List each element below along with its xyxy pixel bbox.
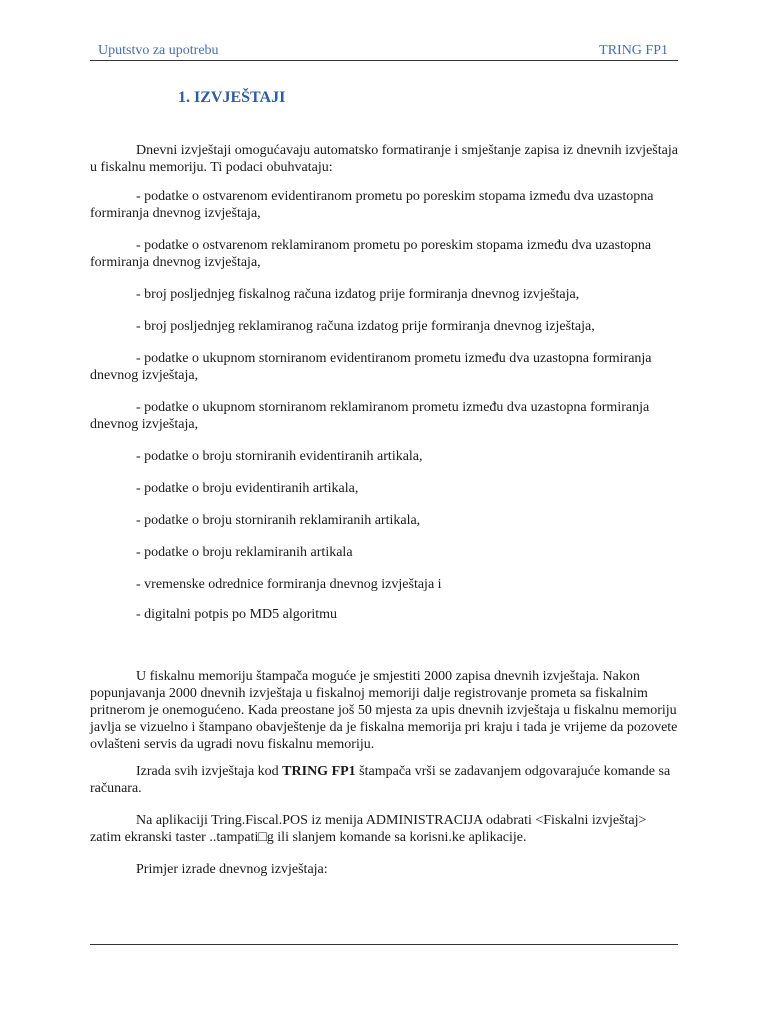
list-item: - digitalni potpis po MD5 algoritmu (136, 607, 338, 622)
list-item: - podatke o broju storniranih evidentiranih artikala, (136, 449, 423, 464)
list-item: - broj posljednjeg fiskalnog računa izdatog prije formiranja dnevnog izvještaja, (136, 287, 580, 302)
product-name-bold: TRING FP1 (282, 764, 356, 779)
list-item: - vremenske odrednice formiranja dnevnog izvještaja i (136, 577, 442, 592)
intro-paragraph: Dnevni izvještaji omogućavaju automatsko formatiranje i smještanje zapisa iz dnevnih izvještaja u fiskalnu memoriju. Ti podaci obuhvataju: (90, 143, 678, 175)
list-item: - podatke o broju evidentiranih artikala, (136, 481, 359, 496)
creation-text-start: Izrada svih izvještaja kod (136, 764, 283, 779)
document-body (90, 142, 678, 878)
header-product-name: TRING FP1 (599, 43, 668, 58)
page-header (90, 42, 678, 61)
example-paragraph: Primjer izrade dnevnog izvještaja: (136, 862, 328, 877)
storage-paragraph: U fiskalnu memoriju štampača moguće je smjestiti 2000 zapisa dnevnih izvještaja. Nakon popunjavanja 2000 dnevnih izvještaja u fiskalnoj memoriji dalje registrovanje prometa sa fiskalnim pritnerom je onemogućeno. Kada preostane još 50 mjesta za upis dnevnih izvještaja u fiskalnu memoriju javlja se vizuelno i štampano obavještenje da je fiskalna memorija pri kraju i tada je vrijeme da pozovete ovlašteni servis da ugradi novu fiskalnu memoriju. (90, 669, 678, 752)
creation-paragraph (90, 763, 678, 797)
list-item: - podatke o broju reklamiranih artikala (136, 545, 353, 560)
list-item: - broj posljednjeg reklamiranog računa izdatog prije formiranja dnevnog izještaja, (136, 319, 595, 334)
list-item: - podatke o ukupnom storniranom reklamiranom prometu između dva uzastopna formiranja dnevnog izvještaja, (90, 400, 650, 432)
section-heading: 1. IZVJEŠTAJI (178, 89, 286, 106)
application-paragraph: Na aplikaciji Tring.Fiscal.POS iz menija ADMINISTRACIJA odabrati <Fiskalni izvještaj> zatim ekranski taster ..tampati□g ili slanjem komande sa korisni.ke aplikacije. (90, 813, 647, 845)
list-item: - podatke o ukupnom storniranom evidentiranom prometu između dva uzastopna formiranja dnevnog izvještaja, (90, 351, 652, 383)
list-item: - podatke o broju storniranih reklamiranih artikala, (136, 513, 421, 528)
creation-text-end: štampača vrši se zadavanjem odgovarajuće komande sa računara. (90, 764, 671, 796)
list-item: - podatke o ostvarenom evidentiranom prometu po poreskim stopama između dva uzastopna formiranja dnevnog izvještaja, (90, 189, 654, 221)
footer-divider (90, 944, 678, 945)
list-item: - podatke o ostvarenom reklamiranom prometu po poreskim stopama između dva uzastopna formiranja dnevnog izvještaja, (90, 238, 652, 270)
header-manual-title: Uputstvo za upotrebu (98, 43, 219, 58)
